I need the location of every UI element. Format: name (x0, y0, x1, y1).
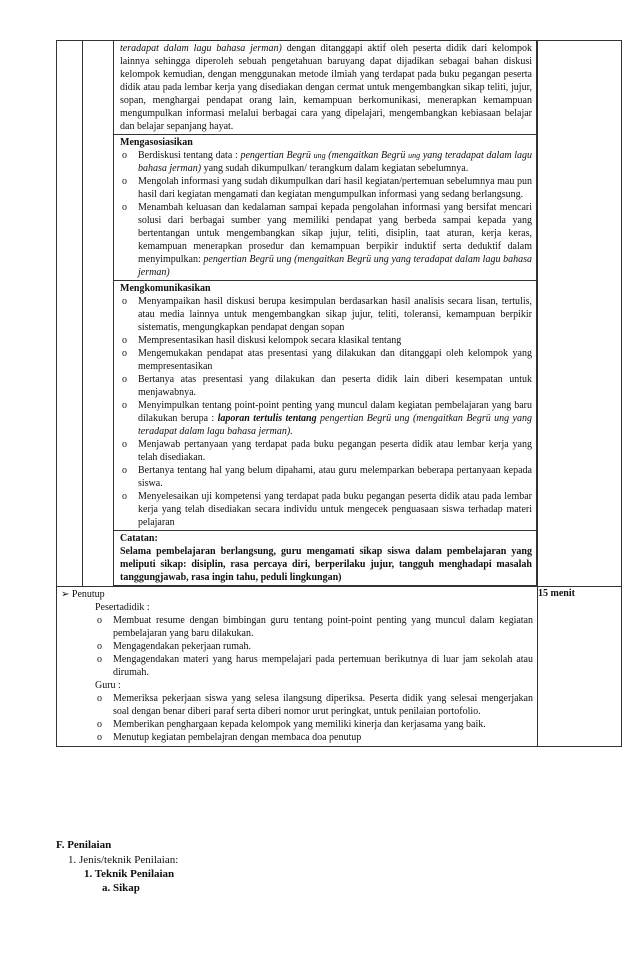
text: Memeriksa pekerjaan siswa yang selesa ilangsung diperiksa. Peserta didik yang selesai mengerjakan soal dengan benar diberi paraf serta diberi nomor urut peringkat, untuk penilaian portofolio. (113, 693, 533, 717)
list-item (120, 201, 532, 279)
list-item (95, 718, 533, 731)
text: (mengaitkan Begrü (325, 150, 409, 161)
penutup-cell (57, 587, 538, 747)
list-item (120, 490, 532, 529)
bullet-icon: o (97, 719, 102, 730)
text: Menutup kegiatan pembelajran dengan membaca doa penutup (113, 732, 362, 743)
list-item: 1. Jenis/teknik Penilaian: (68, 854, 179, 866)
list-item (120, 464, 532, 490)
section-heading: F. Penilaian (56, 839, 112, 851)
table-row-inti (57, 41, 622, 587)
top-paragraph-text: dengan ditanggapi aktif oleh peserta didik dari kelompok lainnya sehingga diperoleh sebuah pengetahuan baruyang dapat dijadikan sebagai bahan diskusi kelompok kemudian, dengan menggunakan metode ilmiah yang terdapat pada buku pegangan peserta didik atau pada lembar kerja yang disediakan dengan cermat untuk mengembangkan sikap teliti, jujur, sopan, menghargai pendapat orang lain, kemampuan berkomunikasi, menerapkan kemampuan mengumpulkan informasi melalui berbagai cara yang dipelajari, mengembangkan kebiasaan belajar dan belajar sepanjang hayat. (120, 43, 532, 132)
table-row-penutup (57, 587, 622, 747)
list-item (95, 653, 533, 679)
list-item (120, 334, 532, 347)
list-item (95, 640, 533, 653)
text: Berdiskusi tentang data : (138, 150, 241, 161)
section-title: Mengasosiasikan (120, 137, 193, 148)
bullet-icon: o (122, 202, 127, 213)
mengasosiasikan-section (114, 134, 536, 280)
bullet-icon: o (122, 176, 127, 187)
top-paragraph (114, 41, 536, 134)
bullet-icon: o (122, 491, 127, 502)
text: Menambah keluasan dan kedalaman sampai kepada pengolahan informasi yang bersifat mencari solusi dari berbagai sumber yang memiliki pendapat yang berbeda sampai kepada yang bertentangan untuk mengembangkan sikap jujur, teliti, disiplin, taat aturan, kerja keras, kemampuan menerapkan prosedur dan kemampuan berpikir induktif serta deduktif dalam menyimpulkan: (138, 202, 532, 265)
text: Bertanya tentang hal yang belum dipahami, atau guru melemparkan beberapa pertanyaan kepada siswa. (138, 465, 532, 489)
text: Menyimpulkan tentang point-point penting yang muncul dalam kegiatan pembelajaran yang baru dilakukan berupa : (138, 400, 532, 424)
text: yang teradapat dalam lagu bahasa jerman) (138, 150, 533, 174)
text: Mempresentasikan hasil diskusi kelompok secara klasikal tentang (138, 335, 402, 346)
list-item (120, 175, 532, 201)
text: Memberikan penghargaan kepada kelompok yang memiliki kinerja dan kerjasama yang baik. (113, 719, 486, 730)
row-number-cell (57, 41, 83, 587)
bullet-icon: o (97, 615, 102, 626)
text: ung (313, 151, 326, 160)
text: yang sudah dikumpulkan/ terangkum dalam kegiatan sebelumnya. (201, 163, 469, 174)
penutup-title (61, 588, 533, 601)
bullet-icon: o (122, 150, 127, 161)
list-item (95, 692, 533, 718)
text: pengertian Begrü ung (mengaitkan Begrü ung yang teradapat dalam lagu bahasa jerman) (138, 254, 532, 278)
bullet-icon: o (97, 654, 102, 665)
list-item (95, 614, 533, 640)
list-item: 1. Teknik Penilaian (84, 868, 175, 880)
list-item: a. Sikap (102, 882, 140, 894)
text: pengertian Begrü (240, 150, 311, 161)
activity-box (113, 41, 537, 586)
text: Bertanya atas presentasi yang dilakukan dan peserta didik lain diberi kesempatan untuk menjawabnya. (138, 374, 532, 398)
text: Mengolah informasi yang sudah dikumpulkan dari hasil kegiatan/pertemuan sebelumnya mau pun hasil dari kegiatan mengamati dan kegiatan mengumpulkan informasi yang sedang berlangsung. (138, 176, 532, 200)
text: Mengemukakan pendapat atas presentasi yang dilakukan dan ditanggapi oleh kelompok yang mempresentasikan (138, 348, 532, 372)
bullet-icon: o (122, 465, 127, 476)
text: pengertian Begrü ung (mengaitkan Begrü ung yang teradapat dalam lagu bahasa jerman). (138, 413, 532, 437)
bullet-icon: o (97, 641, 102, 652)
text: Penutup (71, 589, 105, 600)
peserta-label: Pesertadidik : (95, 602, 150, 613)
text: Mengagendakan pekerjaan rumah. (113, 641, 251, 652)
bullet-icon: o (122, 335, 127, 346)
list-item (120, 149, 532, 175)
penutup-body (61, 601, 533, 744)
catatan-section (114, 530, 536, 585)
list-item (120, 438, 532, 464)
catatan-title: Catatan: (120, 533, 158, 544)
bullet-icon: o (122, 439, 127, 450)
list-item (120, 295, 532, 334)
catatan-text: Selama pembelajaran berlangsung, guru mengamati sikap siswa dalam pembelajaran yang meliputi sikap: disiplin, rasa percaya diri, berperilaku jujur, tangguh menghadapi masalah tanggungjawab, rasa ingin tahu, peduli lingkungan) (120, 546, 532, 583)
bullet-icon: o (122, 400, 127, 411)
list-item (120, 373, 532, 399)
bullet-icon: o (122, 296, 127, 307)
activity-cell (83, 41, 538, 587)
top-paragraph-italic: teradapat dalam lagu bahasa jerman) (120, 43, 282, 54)
list-item (120, 399, 532, 438)
text: ung (408, 151, 421, 160)
activity-table (56, 40, 622, 747)
bullet-icon: o (97, 732, 102, 743)
text: Menyampaikan hasil diskusi berupa kesimpulan berdasarkan hasil analisis secara lisan, tertulis, atau media lainnya untuk mengembangkan sikap jujur, teliti, toleransi, kemampuan berpikir sistematis, mengungkapkan pendapat dengan sopan (138, 296, 532, 333)
bullet-icon: o (97, 693, 102, 704)
section-title: Mengkomunikasikan (120, 283, 211, 294)
text: Menyelesaikan uji kompetensi yang terdapat pada buku pegangan peserta didik atau pada lembar kerja yang telah disediakan secara individu untuk mengecek penguasaan siswa terhadap materi pelajaran (138, 491, 532, 528)
bullet-icon: o (122, 348, 127, 359)
mengkomunikasikan-section (114, 280, 536, 530)
duration-cell: 15 menit (538, 587, 622, 747)
duration-cell-empty (538, 41, 622, 587)
guru-label: Guru : (95, 680, 121, 691)
bullet-icon: o (122, 374, 127, 385)
list-item (120, 347, 532, 373)
text: laporan tertulis tentang (217, 413, 317, 424)
arrow-icon: ➢ (61, 589, 70, 600)
text: Membuat resume dengan bimbingan guru tentang point-point penting yang muncul dalam kegiatan pembelajaran yang baru dilakukan. (113, 615, 533, 639)
text: Menjawab pertanyaan yang terdapat pada buku pegangan peserta didik atau lembar kerja yang telah disediakan. (138, 439, 532, 463)
list-item (95, 731, 533, 744)
text: Mengagendakan materi yang harus mempelajari pada pertemuan berikutnya di luar jam sekolah atau dirumah. (113, 654, 533, 678)
